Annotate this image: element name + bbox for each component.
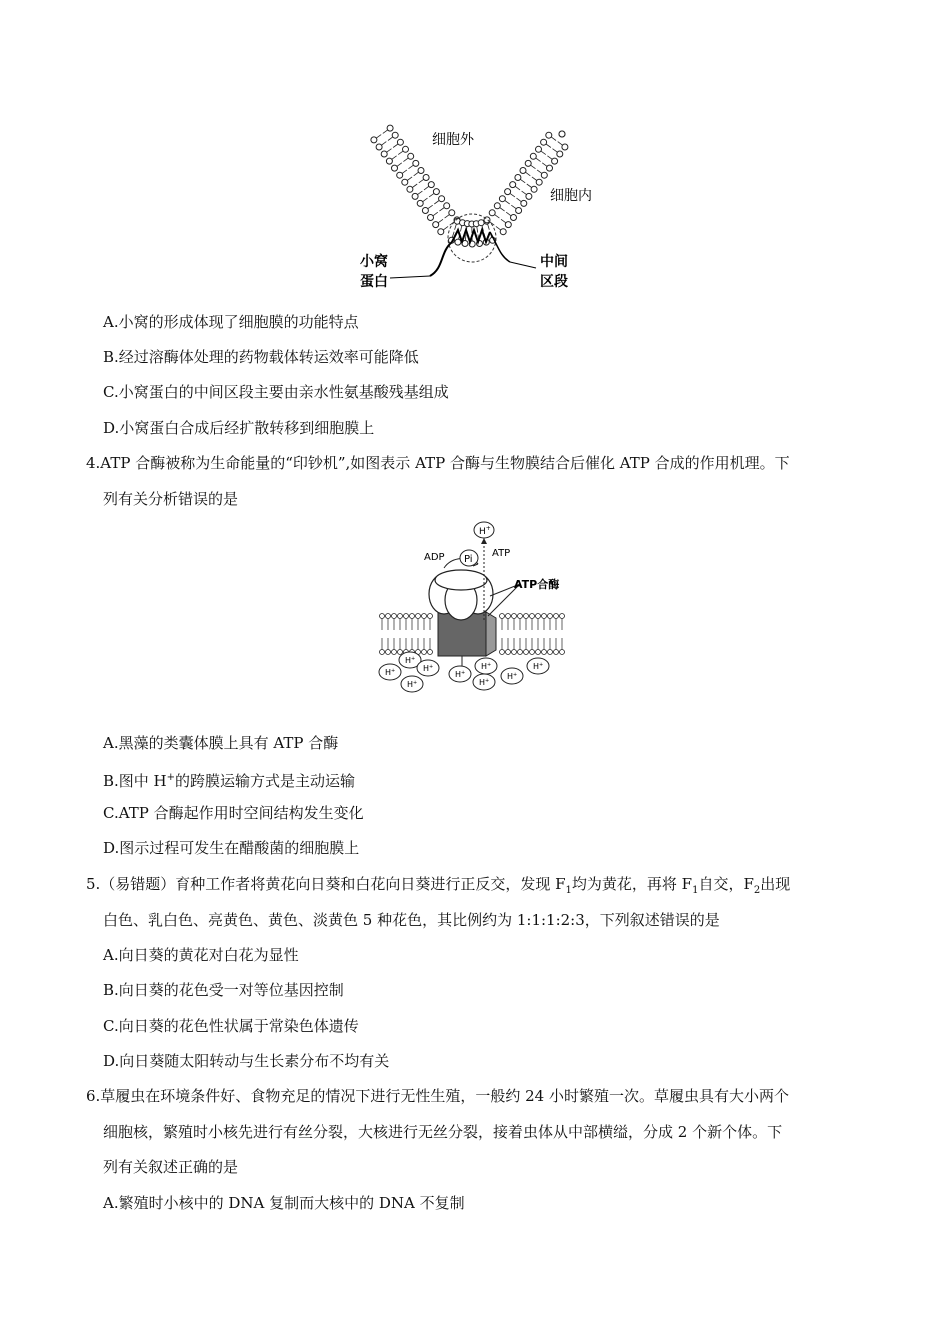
proton-cluster <box>379 652 549 692</box>
lipid-head <box>530 153 536 159</box>
caveolin-label-line2: 蛋白 <box>360 274 388 290</box>
lipid-tail <box>510 193 515 197</box>
middle-label-line1: 中间 <box>540 254 568 270</box>
q4-option-c: C.ATP 合酶起作用时空间结构发生变化 <box>103 804 364 822</box>
lipid-head <box>428 215 434 221</box>
membrane-lipid-head <box>548 650 553 655</box>
lipid-tail <box>402 170 407 174</box>
lipid-head <box>515 175 521 181</box>
lipid-tail <box>506 212 511 216</box>
lipid-tail <box>541 151 546 155</box>
lipid-head <box>531 186 537 192</box>
membrane-lipid-head <box>398 650 403 655</box>
lipid-tail <box>439 208 444 212</box>
lipid-tail <box>465 235 466 241</box>
lipid-head <box>402 179 408 185</box>
lipid-head <box>521 200 527 206</box>
membrane-lipid-head <box>560 614 565 619</box>
outside-label: 细胞外 <box>432 132 474 148</box>
lipid-tail <box>434 201 439 205</box>
lipid-head <box>397 172 403 178</box>
lipid-head <box>408 153 414 159</box>
membrane-lipid-head <box>398 614 403 619</box>
membrane-lipid-head <box>410 614 415 619</box>
lipid-head <box>376 144 382 150</box>
caveola-diagram <box>360 120 620 300</box>
lipid-tail <box>429 193 434 197</box>
lipid-tail <box>551 137 556 141</box>
inside-label: 细胞内 <box>550 188 592 204</box>
lipid-tail <box>393 144 398 148</box>
membrane-lipid-head <box>422 650 427 655</box>
lipid-head <box>392 165 398 171</box>
membrane-lipid-head <box>518 650 523 655</box>
fo-side <box>486 612 496 656</box>
lipid-head <box>449 210 455 216</box>
lipid-tail <box>536 158 541 162</box>
adp-label: ADP <box>424 552 445 563</box>
atp-synthase-figure <box>374 520 574 700</box>
q6-option-a: A.繁殖时小核中的 DNA 复制而大核中的 DNA 不复制 <box>103 1194 465 1212</box>
lipid-tail <box>409 165 414 169</box>
lipid-head <box>526 193 532 199</box>
atp-synthase-diagram <box>374 520 574 700</box>
membrane-lipid-head <box>560 650 565 655</box>
enzyme-label: ATP合酶 <box>514 578 560 591</box>
caveola-figure <box>360 120 620 300</box>
membrane-lipid-head <box>392 614 397 619</box>
lipid-tail <box>522 191 527 195</box>
lipid-tail <box>433 212 438 216</box>
lipid-head <box>562 144 568 150</box>
lipid-tail <box>438 219 443 223</box>
lipid-head <box>557 151 563 157</box>
lipid-tail <box>412 184 417 188</box>
membrane-lipid-head <box>404 614 409 619</box>
membrane-lipid-head <box>524 614 529 619</box>
proton-ion-label: H+ <box>385 668 396 677</box>
q6-stem-line2: 细胞核，繁殖时小核先进行有丝分裂，大核进行无丝分裂，接着虫体从中部横缢，分成 2 个新个体。下 <box>103 1123 783 1141</box>
lipid-tail <box>505 201 510 205</box>
lipid-head <box>546 132 552 138</box>
lipid-head <box>428 182 434 188</box>
membrane-lipid-head <box>500 614 505 619</box>
q3-option-d: D.小窝蛋白合成后经扩散转移到细胞膜上 <box>103 419 375 437</box>
lipid-tail <box>527 184 532 188</box>
lipid-tail <box>501 219 506 223</box>
q4-option-a: A.黑藻的类囊体膜上具有 ATP 合酶 <box>103 734 339 752</box>
membrane-lipid-head <box>386 614 391 619</box>
proton-ion-label: H+ <box>423 664 434 673</box>
proton-ion-label: H+ <box>455 670 466 679</box>
lipid-head <box>433 189 439 195</box>
lipid-head <box>552 158 558 164</box>
lipid-head <box>412 193 418 199</box>
lipid-tail <box>418 191 423 195</box>
membrane-lipid-head <box>512 614 517 619</box>
lipid-tail <box>445 215 450 219</box>
q6-stem-line3: 列有关叙述正确的是 <box>103 1158 239 1176</box>
atp-label: ATP <box>492 548 511 559</box>
q5-option-b: B.向日葵的花色受一对等位基因控制 <box>103 981 344 999</box>
caveolin-tail <box>430 242 452 276</box>
middle-label-line2: 区段 <box>540 274 568 290</box>
q5-option-a: A.向日葵的黄花对白花为显性 <box>103 946 299 964</box>
membrane-lipid-head <box>554 650 559 655</box>
proton-ion-label: H+ <box>533 662 544 671</box>
lipid-head <box>413 160 419 166</box>
proton-ion-label: H+ <box>479 678 490 687</box>
q3-option-c: C.小窝蛋白的中间区段主要由亲水性氨基酸残基组成 <box>103 383 449 401</box>
lipid-tail <box>414 172 419 176</box>
f1-top <box>435 570 487 590</box>
lipid-tail <box>500 208 505 212</box>
lipid-head <box>516 208 522 214</box>
membrane-lipid-head <box>428 614 433 619</box>
lipid-head <box>520 168 526 174</box>
caveolin-tail-2 <box>490 232 510 262</box>
membrane-lipid-head <box>506 614 511 619</box>
membrane-lipid-head <box>542 650 547 655</box>
q5-option-d: D.向日葵随太阳转动与生长素分布不均有关 <box>103 1052 390 1070</box>
lipid-tail <box>537 170 542 174</box>
membrane-lipid-head <box>536 614 541 619</box>
lipid-tail <box>526 172 531 176</box>
membrane-lipid-head <box>428 650 433 655</box>
lipid-head <box>392 132 398 138</box>
lipid-head <box>381 151 387 157</box>
lipid-head <box>505 189 511 195</box>
lipid-head <box>505 222 511 228</box>
lipid-head <box>511 215 517 221</box>
lipid-tail <box>387 149 392 153</box>
membrane-lipid-head <box>422 614 427 619</box>
lipid-tail <box>382 142 387 146</box>
lipid-tail <box>383 130 388 134</box>
proton-ion-label: H+ <box>507 672 518 681</box>
membrane-lipid-head <box>512 650 517 655</box>
q4-stem-line2: 列有关分析错误的是 <box>103 490 239 508</box>
q4-option-d: D.图示过程可发生在醋酸菌的细胞膜上 <box>103 839 360 857</box>
lipid-tail <box>488 224 490 230</box>
membrane-lipid-head <box>518 614 523 619</box>
membrane-lipid-head <box>548 614 553 619</box>
membrane-lipid-head <box>416 614 421 619</box>
membrane-lipid-head <box>506 650 511 655</box>
lipid-tail <box>443 226 448 230</box>
lipid-head <box>499 196 505 202</box>
lipid-head <box>489 210 495 216</box>
lipid-tail <box>455 224 457 230</box>
lipid-head <box>439 196 445 202</box>
lipid-tail <box>461 226 462 232</box>
lipid-tail <box>532 177 537 181</box>
lipid-head <box>525 160 531 166</box>
lipid-head <box>455 239 461 245</box>
lipid-head <box>444 203 450 209</box>
lipid-tail <box>423 198 428 202</box>
lipid-tail <box>392 156 397 160</box>
lipid-tail <box>515 186 520 190</box>
lipid-tail <box>531 165 536 169</box>
q3-option-b: B.经过溶酶体处理的药物载体转运效率可能降低 <box>103 348 419 366</box>
lipid-head <box>418 168 424 174</box>
membrane-lipid-head <box>380 614 385 619</box>
membrane-lipid-head <box>500 650 505 655</box>
lipid-tail <box>495 215 500 219</box>
proton-ion-label: H+ <box>481 662 492 671</box>
lipid-tail <box>428 205 433 209</box>
lipid-head <box>541 172 547 178</box>
lipid-tail <box>397 163 402 167</box>
lipid-head <box>438 229 444 235</box>
caveolin-pointer <box>390 276 430 278</box>
membrane-lipid-head <box>386 650 391 655</box>
proton-ion-label: H+ <box>405 656 416 665</box>
lipid-head <box>423 175 429 181</box>
lipid-head <box>510 182 516 188</box>
lipid-tail <box>407 177 412 181</box>
membrane-lipid-head <box>530 650 535 655</box>
lipid-head <box>536 146 542 152</box>
lipid-head <box>500 229 506 235</box>
lipid-tail <box>398 151 403 155</box>
lipid-tail <box>517 198 522 202</box>
membrane-lipid-head <box>536 650 541 655</box>
middle-pointer <box>510 262 536 268</box>
caveolin-label-line1: 小窝 <box>360 254 388 270</box>
q5-stem-line1: 5.（易错题）育种工作者将黄花向日葵和白花向日葵进行正反交，发现 $F_1$均为黄花，再将 $F_1$自交，$F_2$出现 <box>86 875 791 896</box>
q4-option-b: B.图中 H+的跨膜运输方式是主动运输 <box>103 772 356 790</box>
lipid-tail <box>558 142 563 146</box>
lipid-tail <box>477 227 478 233</box>
q6-stem-line1: 6.草履虫在环境条件好、食物充足的情况下进行无性生殖，一般约 24 小时繁殖一次。草履虫具有大小两个 <box>86 1087 789 1105</box>
lipid-tail <box>542 163 547 167</box>
lipid-head <box>494 203 500 209</box>
lipid-head <box>547 165 553 171</box>
membrane-lipid-head <box>524 650 529 655</box>
lipid-tail <box>546 144 551 148</box>
lipid-tail <box>553 149 558 153</box>
lipid-head <box>403 146 409 152</box>
lipid-head <box>371 137 377 143</box>
lipid-tail <box>511 205 516 209</box>
pi-label: Pi <box>464 554 473 565</box>
membrane-lipid-head <box>392 650 397 655</box>
q5-option-c: C.向日葵的花色性状属于常染色体遗传 <box>103 1017 359 1035</box>
lipid-head <box>407 186 413 192</box>
lipid-head <box>422 208 428 214</box>
membrane-lipid-head <box>530 614 535 619</box>
q5-stem-line2: 白色、乳白色、亮黄色、黄色、淡黄色 5 种花色，其比例约为 1:1:1:2:3，下列叙述错误的是 <box>103 911 720 929</box>
lipid-head <box>397 139 403 145</box>
svg-text:H+: H+ <box>479 525 491 537</box>
q4-stem-line1: 4.ATP 合酶被称为生命能量的“印钞机”,如图表示 ATP 合酶与生物膜结合后催化 ATP 合成的作用机理。下 <box>86 454 790 472</box>
lipid-tail <box>388 137 393 141</box>
lipid-head <box>387 125 393 131</box>
proton-ion-label: H+ <box>407 680 418 689</box>
membrane-lipid-head <box>554 614 559 619</box>
lipid-tail <box>403 158 408 162</box>
lipid-head <box>541 139 547 145</box>
lipid-head <box>417 200 423 206</box>
lipid-tail <box>520 179 525 183</box>
lipid-head <box>559 131 565 137</box>
lipid-head <box>386 158 392 164</box>
lipid-tail <box>424 186 429 190</box>
lipid-tail <box>496 226 501 230</box>
q3-option-a: A.小窝的形成体现了细胞膜的功能特点 <box>103 313 359 331</box>
lipid-head <box>433 222 439 228</box>
lipid-tail <box>419 179 424 183</box>
membrane-lipid-head <box>380 650 385 655</box>
lipid-tail <box>547 156 552 160</box>
lipid-tail <box>376 135 381 139</box>
membrane-lipid-head <box>542 614 547 619</box>
lipid-head <box>536 179 542 185</box>
